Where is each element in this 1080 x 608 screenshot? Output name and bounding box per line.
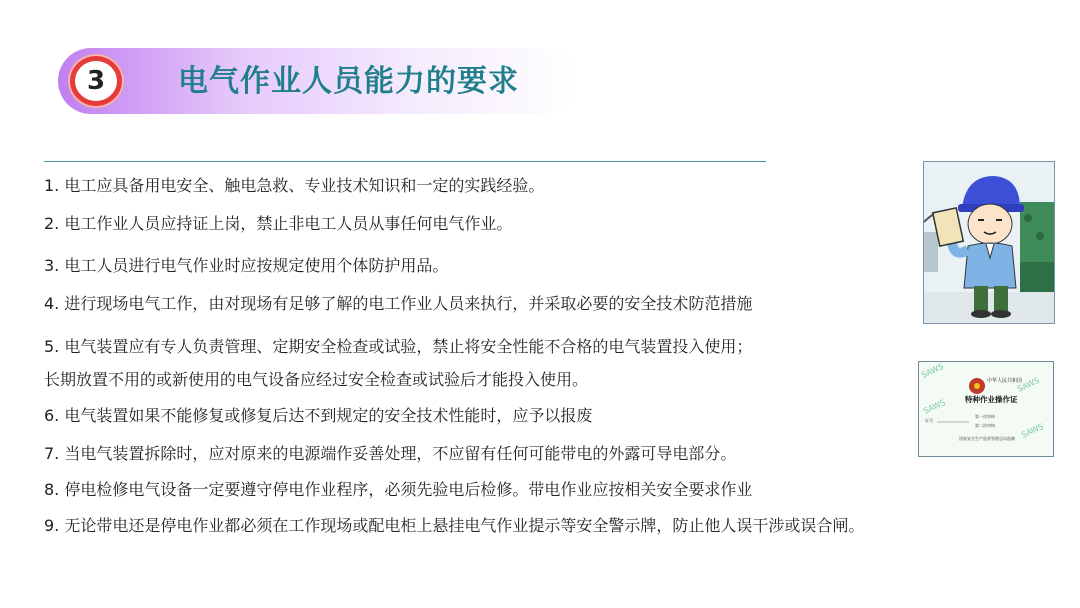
electrician-illustration [923,161,1055,324]
watermark: SAWS [1016,375,1041,394]
section-number: 3 [75,61,117,101]
certificate-icon [919,362,1053,456]
operation-certificate-image [918,361,1054,457]
list-item-continuation: 长期放置不用的或新使用的电气设备应经过安全检查或试验后才能投入使用。 [44,370,589,389]
watermark: SAWS [1020,421,1045,440]
list-item: 6. 电气装置如果不能修复或修复后达不到规定的安全技术性能时，应予以报废 [44,406,593,425]
list-item: 1. 电工应具备用电安全、触电急救、专业技术知识和一定的实践经验。 [44,176,545,195]
list-item: 2. 电工作业人员应持证上岗，禁止非电工人员从事任何电气作业。 [44,214,513,233]
electrician-cartoon-icon [924,162,1054,323]
section-number-badge [68,54,124,108]
cert-country: 中华人民共和国 [987,378,1023,384]
list-item: 4. 进行现场电气工作，由对现场有足够了解的电工作业人员来执行，并采取必要的安全技术防范措施 [44,294,753,313]
cert-footer: 国家安全生产监督管理总局监制 [959,436,1015,441]
list-item: 5. 电气装置应有专人负责管理、定期安全检查或试验，禁止将安全性能不合格的电气装置投入使用； [44,337,753,356]
divider-line [44,161,766,162]
watermark: SAWS [922,397,947,416]
list-item: 8. 停电检修电气设备一定要遵守停电作业程序，必须先验电后检修。带电作业应按相关安全要求作业 [44,480,753,499]
list-item: 9. 无论带电还是停电作业都必须在工作现场或配电柜上悬挂电气作业提示等安全警示牌，防止他人误干涉或误合闸。 [44,516,865,535]
cert-no-label: 证号 [925,418,933,423]
list-item: 7. 当电气装置拆除时，应对原来的电源端作妥善处理，不应留有任何可能带电的外露可导电部分。 [44,444,737,463]
cert-field: 第一次审核 [975,414,995,419]
cert-title: 特种作业操作证 [965,395,1018,404]
page-title: 电气作业人员能力的要求 [178,64,519,99]
watermark: SAWS [920,362,945,380]
list-item: 3. 电工人员进行电气作业时应按规定使用个体防护用品。 [44,256,449,275]
cert-field: 第二次审核 [975,423,995,428]
